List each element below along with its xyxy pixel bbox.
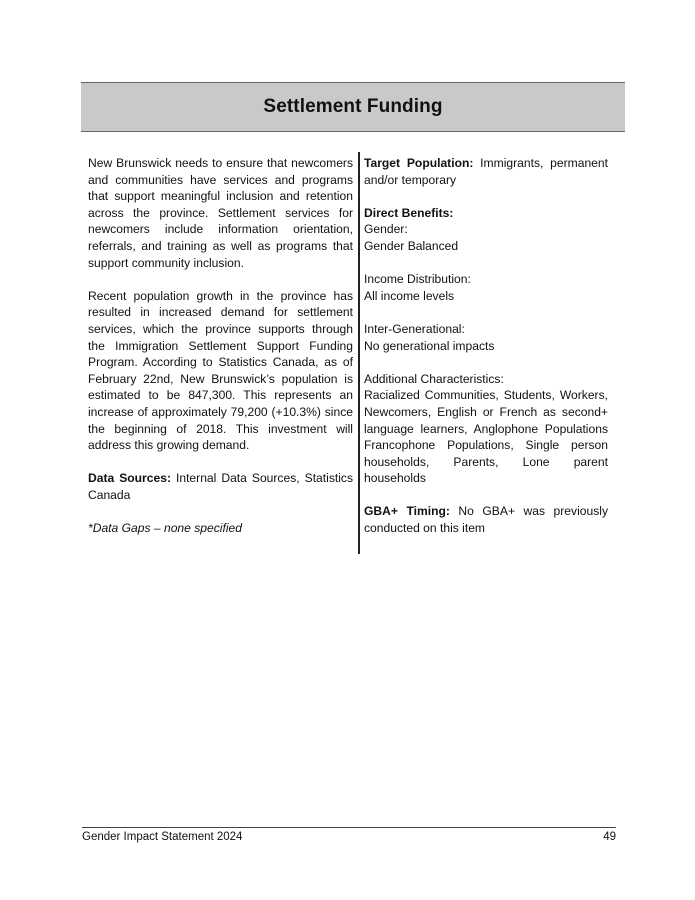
direct-benefits-heading: Direct Benefits:	[364, 205, 454, 220]
target-population-label: Target Population:	[364, 156, 474, 170]
left-column	[88, 155, 353, 537]
direct-benefits-label	[364, 205, 608, 222]
footer-rule	[82, 827, 616, 828]
additional-characteristics-value: Racialized Communities, Students, Workers, Newcomers, English or French as second+ language learners, Anglophone Populations Francophone Populations, Single person households, Parents, Lone parent households	[364, 388, 608, 486]
additional-characteristics-label: Additional Characteristics:	[364, 371, 504, 386]
page-title: Settlement Funding	[263, 96, 443, 117]
data-sources	[88, 470, 353, 503]
title-band	[81, 82, 625, 132]
page-number: 49	[603, 831, 616, 843]
gender-label: Gender:	[364, 222, 408, 237]
gender-value: Gender Balanced	[364, 238, 459, 253]
income-value: All income levels	[364, 288, 455, 303]
income-label: Income Distribution:	[364, 272, 471, 287]
intro-paragraph: New Brunswick needs to ensure that newcomers and communities have services and programs that support meaningful inclusion and retention across the province. Settlement services for newcomers include information orientation, referrals, and training as well as programs that support community inclusion.	[88, 156, 353, 270]
intergenerational-label: Inter-Generational:	[364, 321, 465, 336]
target-population-text: Immigrants, permanent and/or temporary	[364, 156, 608, 187]
gba-timing-text: No GBA+ was previously conducted on this item	[364, 504, 608, 536]
right-column	[364, 155, 608, 537]
gba-timing	[364, 503, 608, 536]
target-population	[364, 155, 608, 188]
data-gaps	[88, 520, 353, 537]
data-gaps-text: *Data Gaps – none specified	[88, 521, 242, 536]
footer-title: Gender Impact Statement 2024	[82, 831, 243, 843]
data-sources-text: Internal Data Sources, Statistics Canada	[88, 471, 354, 502]
gba-timing-label: GBA+ Timing:	[364, 504, 450, 519]
column-divider	[358, 152, 360, 554]
data-sources-label: Data Sources:	[88, 471, 171, 486]
population-paragraph: Recent population growth in the province has resulted in increased demand for settlement services, which the province supports through the Immigration Settlement Support Funding Program. According to Statistics Canada, as of February 22nd, New Brunswick’s population is estimated to be 847,300. This represents an increase of approximately 79,200 (+10.3%) since the beginning of 2018. This investment will address this growing demand.	[88, 288, 353, 453]
intergenerational-value: No generational impacts	[364, 338, 495, 353]
